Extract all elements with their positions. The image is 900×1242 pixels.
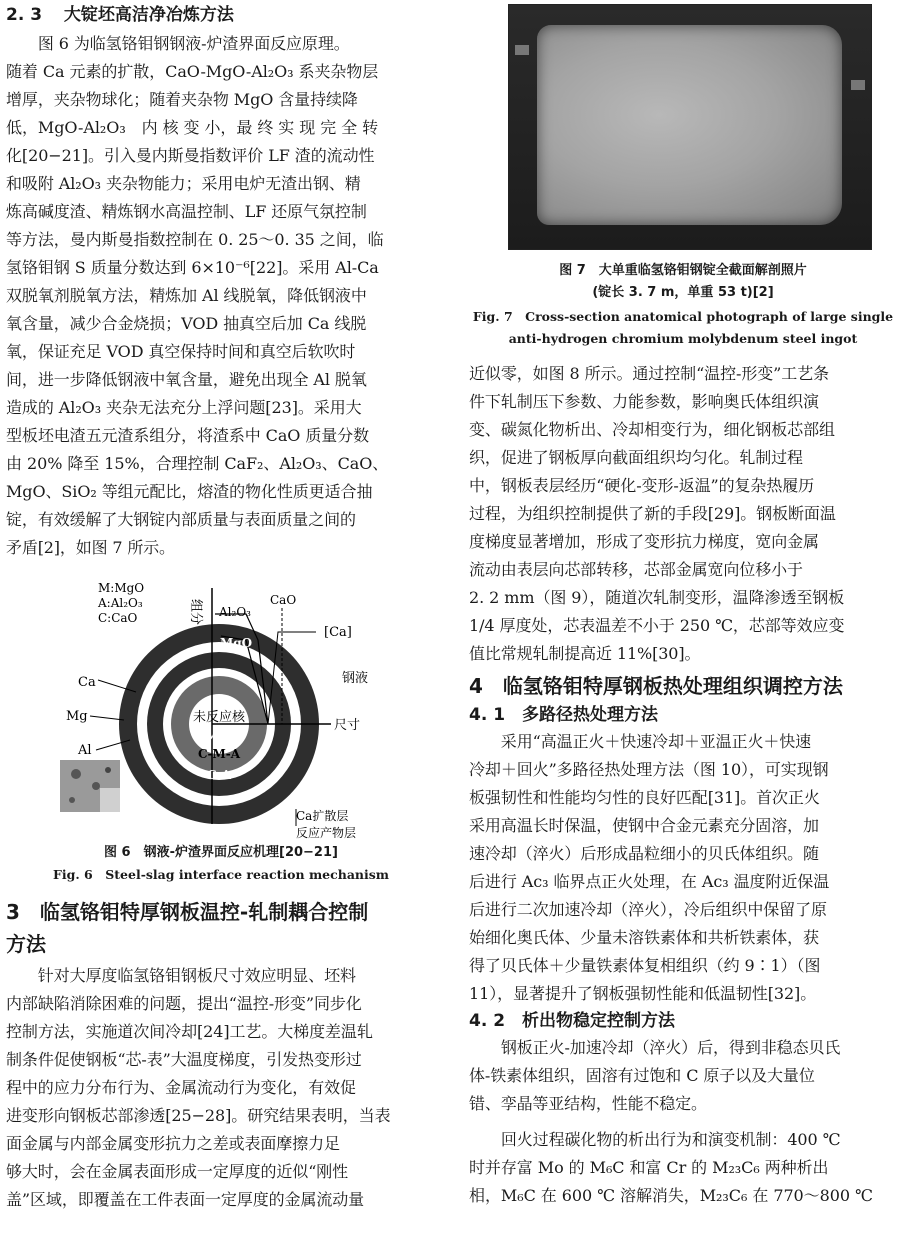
section-4-2-body-2 bbox=[469, 1126, 897, 1210]
text-line: 体-铁素体组织，固溶有过饱和 C 原子以及大量位 bbox=[469, 1066, 815, 1085]
figure-6-diagram bbox=[6, 574, 436, 842]
section-3-heading bbox=[6, 896, 436, 960]
section-3-body bbox=[6, 962, 436, 1214]
ingot-handle-left bbox=[515, 45, 529, 55]
text-line: 后进行 Ac₃ 临界点正火处理，在 Ac₃ 温度附近保温 bbox=[469, 872, 830, 891]
text-line: 回火过程碳化物的析出行为和演变机制：400 ℃ bbox=[469, 1130, 841, 1149]
figure-7-caption-cn: 图 7 大单重临氢铬钼钢锭全截面解剖照片 bbox=[559, 263, 807, 278]
text-line: 由 20% 降至 15%，合理控制 CaF₂、Al₂O₃、CaO、 bbox=[6, 454, 389, 473]
axis-y-label: 组分 bbox=[188, 599, 203, 626]
section-4-heading: 4 临氢铬钼特厚钢板热处理组织调控方法 bbox=[469, 674, 843, 698]
text-line: 1/4 厚度处，芯表温差不小于 250 ℃，芯部等效应变 bbox=[469, 616, 845, 635]
text-line: 过程，为组织控制提供了新的手段[29]。钢板断面温 bbox=[469, 504, 836, 523]
text-line: 始细化奥氏体、少量未溶铁素体和共析铁素体，获 bbox=[469, 928, 819, 947]
text-line: 间，进一步降低钢液中氧含量，避免出现全 Al 脱氧 bbox=[6, 370, 367, 389]
figure-7-caption-en-sub: anti-hydrogen chromium molybdenum steel ingot bbox=[508, 331, 858, 346]
text-line: 等方法，曼内斯曼指数控制在 0. 25～0. 35 之间，临 bbox=[6, 230, 384, 249]
text-line: 随着 Ca 元素的扩散，CaO-MgO-Al₂O₃ 系夹杂物层 bbox=[6, 62, 379, 81]
text-line: 造成的 Al₂O₃ 夹杂无法充分上浮问题[23]。采用大 bbox=[6, 398, 362, 417]
text-line: 中，钢板表层经历“硬化-变形-返温”的复杂热履历 bbox=[469, 476, 815, 495]
label-al2o3: Al₂O₃ bbox=[219, 605, 251, 619]
text-line: 氢铬钼钢 S 质量分数达到 6×10⁻⁶[22]。采用 Al-Ca bbox=[6, 258, 379, 277]
figure-7-caption-cn-sub: (锭长 3. 7 m，单重 53 t)[2] bbox=[592, 285, 774, 300]
ingot-cross-section bbox=[537, 25, 842, 225]
legend-al2o3: A:Al₂O₃ bbox=[98, 596, 143, 610]
section-4-1-body bbox=[469, 728, 897, 1008]
text-line: 采用“高温正火＋快速冷却＋亚温正火＋快速 bbox=[469, 732, 812, 751]
arrow-mg bbox=[90, 716, 124, 720]
text-line: 矛盾[2]，如图 7 所示。 bbox=[6, 538, 175, 557]
section-number: 2. 3 bbox=[6, 5, 43, 25]
label-molten-steel: 钢液 bbox=[342, 671, 369, 686]
text-line: 锭，有效缓解了大钢锭内部质量与表面质量之间的 bbox=[6, 510, 356, 529]
text-line: 钢板正火-加速冷却（淬火）后，得到非稳态贝氏 bbox=[469, 1038, 841, 1057]
text-line: 型板坯电渣五元渣系组分，将渣系中 CaO 质量分数 bbox=[6, 426, 369, 445]
label-mgo: MgO bbox=[220, 636, 253, 650]
label-al: Al bbox=[78, 743, 92, 758]
section-4-2-body bbox=[469, 1034, 897, 1118]
section-3-continued bbox=[469, 360, 897, 668]
text-line: 控制方法，实施道次间冷却[24]工艺。大梯度差温轧 bbox=[6, 1022, 373, 1041]
label-ca-bracket: [Ca] bbox=[324, 625, 352, 640]
text-line: 双脱氧剂脱氧方法，精炼加 Al 线脱氧，降低钢液中 bbox=[6, 286, 367, 305]
text-line: 错、孪晶等亚结构，性能不稳定。 bbox=[469, 1094, 707, 1113]
axis-x-label: 尺寸 bbox=[334, 718, 361, 733]
figure-7-photo bbox=[508, 4, 872, 250]
text-line: 2. 2 mm（图 9），随道次轧制变形，温降渗透至钢板 bbox=[469, 588, 845, 607]
ring-cma-label: C-M-A bbox=[197, 747, 241, 761]
text-line: 面金属与内部金属变形抗力之差或表面摩擦力足 bbox=[6, 1134, 340, 1153]
text-line: 速冷却（淬火）后形成晶粒细小的贝氏体组织。随 bbox=[469, 844, 819, 863]
text-line: 相，M₆C 在 600 ℃ 溶解消失，M₂₃C₆ 在 770～800 ℃ bbox=[469, 1186, 873, 1205]
text-line: 针对大厚度临氢铬钼钢板尺寸效应明显、坯料 bbox=[6, 966, 356, 985]
text-line: 近似零，如图 8 所示。通过控制“温控-形变”工艺条 bbox=[469, 364, 830, 383]
text-line: 图 6 为临氢铬钼钢钢液-炉渣界面反应原理。 bbox=[6, 34, 350, 53]
inclusion-dot bbox=[105, 767, 111, 773]
figure-7-caption-en: Fig. 7 Cross-section anatomical photograph of large single bbox=[472, 309, 894, 324]
text-line: 后进行二次加速冷却（淬火），冷后组织中保留了原 bbox=[469, 900, 827, 919]
text-line: 织，促进了钢板厚向截面组织均匀化。轧制过程 bbox=[469, 448, 803, 467]
text-line: 低，MgO-Al₂O₃ 内 核 变 小，最 终 实 现 完 全 转 bbox=[6, 118, 379, 137]
text-line: 程中的应力分布行为、金属流动行为变化，有效促 bbox=[6, 1078, 356, 1097]
text-line: 变、碳氮化物析出、冷却相变行为，细化钢板芯部组 bbox=[469, 420, 835, 439]
text-line: 板强韧性和性能均匀性的良好匹配[31]。首次正火 bbox=[469, 788, 820, 807]
section-4-1-heading: 4. 1 多路径热处理方法 bbox=[469, 705, 659, 725]
text-line: 11），显著提升了钢板强韧性能和低温韧性[32]。 bbox=[469, 984, 817, 1003]
label-mg: Mg bbox=[66, 709, 88, 724]
figure-6-caption-en: Fig. 6 Steel-slag interface reaction mechanism bbox=[52, 867, 390, 882]
text-line: 制条件促使钢板“芯-表”大温度梯度，引发热变形过 bbox=[6, 1050, 362, 1069]
figure-6 bbox=[6, 574, 436, 842]
legend-cao: C:CaO bbox=[98, 611, 138, 625]
inclusion-dot bbox=[69, 797, 75, 803]
text-line: 氧，保证充足 VOD 真空保持时间和真空后软吹时 bbox=[6, 342, 356, 361]
inclusion-dot bbox=[92, 782, 100, 790]
text-line: MgO、SiO₂ 等组元配比，熔渣的物化性质更适合抽 bbox=[6, 482, 373, 501]
text-line: 值比常规轧制提高近 11%[30]。 bbox=[469, 644, 701, 663]
text-line: 得了贝氏体＋少量铁素体复相组织（约 9∶1）（图 bbox=[469, 956, 821, 975]
text-line: 氧含量，减少合金烧损；VOD 抽真空后加 Ca 线脱 bbox=[6, 314, 367, 333]
section-4-2-heading: 4. 2 析出物稳定控制方法 bbox=[469, 1011, 676, 1031]
label-cao: CaO bbox=[270, 593, 297, 607]
inclusion-dot bbox=[71, 769, 81, 779]
text-line: 度梯度显著增加，形成了变形抗力梯度，宽向金属 bbox=[469, 532, 819, 551]
ring-ca-label: C-A bbox=[207, 768, 231, 782]
right-column bbox=[469, 0, 897, 1210]
section-3-title-line1: 3 临氢铬钼特厚钢板温控-轧制耦合控制 bbox=[6, 900, 369, 924]
section-3-title-line2: 方法 bbox=[6, 932, 46, 956]
legend-mgo: M:MgO bbox=[98, 581, 145, 595]
text-line: 盖”区域，即覆盖在工件表面一定厚度的金属流动量 bbox=[6, 1190, 365, 1209]
text-line: 采用高温长时保温，使钢中合金元素充分固溶，加 bbox=[469, 816, 819, 835]
text-line: 进变形向钢板芯部渗透[25−28]。研究结果表明，当表 bbox=[6, 1106, 391, 1125]
text-line: 化[20−21]。引入曼内斯曼指数评价 LF 渣的流动性 bbox=[6, 146, 375, 165]
text-line: 和吸附 Al₂O₃ 夹杂物能力；采用电炉无渣出钢、精 bbox=[6, 174, 361, 193]
text-line: 炼高碱度渣、精炼钢水高温控制、LF 还原气氛控制 bbox=[6, 202, 367, 221]
ring-ma-label: M-A bbox=[205, 729, 233, 743]
text-line: 时并存富 Mo 的 M₆C 和富 Cr 的 M₂₃C₆ 两种析出 bbox=[469, 1158, 829, 1177]
section-2-3-body bbox=[6, 30, 436, 562]
section-2-3-heading bbox=[6, 4, 436, 26]
text-line: 冷却＋回火”多路径热处理方法（图 10），可实现钢 bbox=[469, 760, 829, 779]
label-ca: Ca bbox=[78, 675, 96, 690]
text-line: 件下轧制压下参数、力能参数，影响奥氏体组织演 bbox=[469, 392, 819, 411]
ingot-handle-right bbox=[851, 80, 865, 90]
figure-6-caption-cn: 图 6 钢液-炉渣界面反应机理[20−21] bbox=[104, 845, 338, 860]
section-title: 大锭坯高洁净冶炼方法 bbox=[63, 5, 234, 25]
text-line: 够大时，会在金属表面形成一定厚度的近似“刚性 bbox=[6, 1162, 349, 1181]
text-line: 流动由表层向芯部转移，芯部金属宽向位移小于 bbox=[469, 560, 803, 579]
left-column bbox=[6, 0, 436, 1214]
label-product-layer: 反应产物层 bbox=[296, 826, 357, 840]
text-line: 增厚，夹杂物球化；随着夹杂物 MgO 含量持续降 bbox=[6, 90, 358, 109]
micrograph-inset-detail bbox=[100, 788, 120, 812]
text-line: 内部缺陷消除困难的问题，提出“温控-形变”同步化 bbox=[6, 994, 362, 1013]
label-diffusion-layer: Ca扩散层 bbox=[296, 809, 349, 823]
core-label: 未反应核 bbox=[192, 710, 246, 725]
